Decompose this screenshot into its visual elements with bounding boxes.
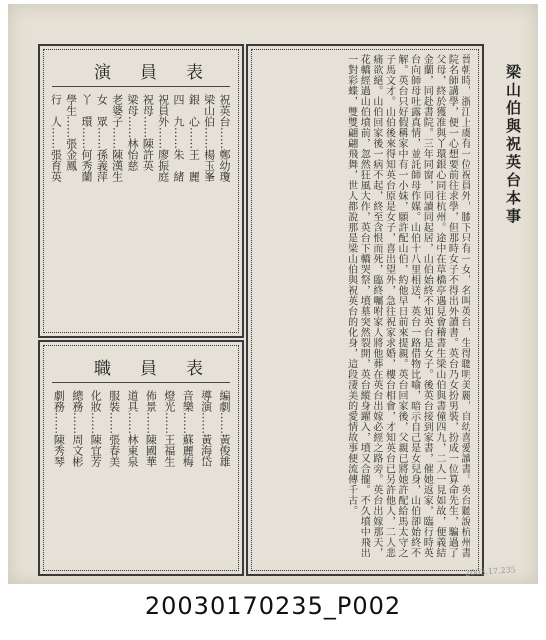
archive-id-caption: 20030170235_P002 (144, 592, 402, 620)
synopsis-title: 梁山伯與祝英台本事 (504, 64, 522, 226)
cast-row: 祝英台……鄭幼瓊 (218, 94, 231, 182)
staff-row: 佈景……陳國華 (144, 390, 158, 467)
cast-row: 老婆子……陳漢生 (110, 94, 124, 182)
cast-row: 女 眾……孫義萍 (95, 94, 109, 182)
staff-row: 編劇……黃俊雄 (218, 390, 231, 467)
staff-row: 導演……黃海岱 (199, 390, 213, 467)
playbill-sheet (8, 4, 538, 584)
staff-row: 音樂……蘇麗梅 (181, 390, 195, 467)
cast-row: 學生……張金鳳 (64, 94, 78, 171)
archive-stamp: 2003.17.235 (464, 565, 517, 578)
cast-title-rule (52, 86, 230, 87)
staff-row: 化妝……陳宜芳 (89, 390, 103, 467)
synopsis-body: 晉朝時，浙江上虞有一位祝員外，膝下只有一女，名叫英台，生得聰明美麗，自幼喜愛讀書。英台聽說杭州書院名師講學，便一心想要前往求學，但那時女子不得出外讀書。英台乃女扮男裝，扮成一位算命先生，騙過了父母，終於獲准與丫環銀心同往杭州。途中在草橋亭遇見會稽書生梁山伯與書僮四九，二人一見如故，便義結金蘭，同赴書院。三年同窗，同讀同起居，山伯始終不知英台是女子。後英台接到家書，催她返家，臨行時英台向師母吐露真情，並託師母作媒。山伯十八里相送，英台一路借物比喻，暗示自己是女兒身，山伯卻始終不解。英台只好假稱家中有一小妹，願許配山伯，約他早日前來提親。英台回家後，父親已將她許配給馬太守之子馬文才。山伯後來得知英台原是女子，喜出望外，急往祝家求婚，樓台相會，才知英台已另許他人，二人悲痛欲絕。山伯回家後一病不起，終至含恨而死，臨終囑咐家人將他葬在英台出嫁必經之路旁。英台出嫁那天，花轎經過山伯墳前，忽然狂風大作，英台下轎哭祭，墳墓突然裂開，英台縱身躍入，墳又合攏。不久墳中飛出一對彩蝶，雙雙翩翩飛舞，世人都說那是梁山伯與祝英台的化身，這段淒美的愛情故事便流傳千古。 (345, 54, 470, 558)
staff-row: 道具……林東泉 (126, 390, 139, 467)
staff-row: 燈光……王福生 (162, 390, 176, 467)
cast-row: 梁母……林怡慈 (126, 94, 139, 171)
cast-row: 行 人……張育英 (49, 94, 63, 182)
cast-table-title: 演 員 表 (94, 63, 209, 83)
staff-title-rule (52, 382, 230, 383)
cast-row: 梁山伯……楊玉峯 (202, 94, 216, 182)
cast-list (48, 94, 232, 328)
staff-table-title: 職 員 表 (94, 359, 209, 379)
staff-row: 總務……周文彬 (70, 390, 84, 467)
cast-row: 丫 環……何秀蘭 (80, 94, 93, 182)
cast-row: 祝員外……廖振庭 (156, 94, 170, 182)
cast-row: 祝母……陳許英 (141, 94, 155, 171)
cast-row: 四 九……朱 緒 (172, 94, 185, 182)
staff-row: 服裝……張春美 (107, 390, 121, 467)
staff-row: 劇務……陳秀琴 (52, 390, 66, 467)
staff-list (48, 390, 232, 566)
cast-row: 銀 心……王 麗 (187, 94, 201, 182)
